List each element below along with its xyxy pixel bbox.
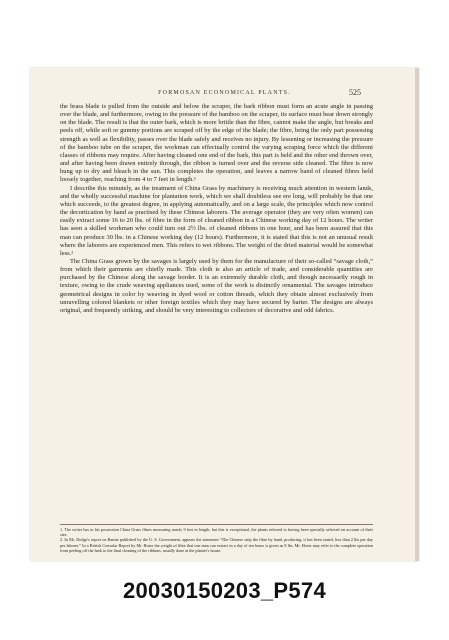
running-head: FORMOSAN ECONOMICAL PLANTS.	[158, 90, 291, 96]
footnotes	[60, 527, 373, 553]
paragraph-2: I describe this minutely, as the treatment of China Grass by machinery is receiving much attention in western lands, and the wholly successful machine for plantation work, which we shall doubtless see ere long, will probably be that one which succeeds, to the greatest degree, in applying automatically, and on a large scale, the principles which now control the decortication by hand as practised by these Chinese laborers. The average operator (they are very often women) can easily extract some 16 to 20 lbs. of fibre in the form of cleaned ribbon in a Chinese working day of 12 hours. The writer has seen a skilled workman who could turn out 2½ lbs. of cleaned ribbons in one hour, and has been assured that this man can produce 30 lbs. in a Chinese working day (12 hours). Furthermore, it is stated that this is not an unusual result where the laborers are experienced men. This refers to wet ribbons. The weight of the dried material would be somewhat less.²	[60, 184, 373, 257]
footnote-1: 1. The writer has in his possession China Grass fibres measuring nearly 9 feet in length, but this is exceptional, the plants referred to having been specially selected on account of their size.	[60, 527, 373, 538]
page-number: 525	[349, 88, 361, 97]
paragraph-3: The China Grass grown by the savages is largely used by them for the manufacture of their so-called “savage cloth,” from which their garments are chiefly made. This cloth is also an article of trade, and considerable quantities are purchased by the Chinese along the savage border. It is an extremely durable cloth, and though necessarily rough in texture, owing to the crude weaving appliances used, some of the work is distinctly ornamental. The savages introduce geometrical designs in color by weaving in dyed wool or cotton threads, which they obtain almost exclusively from unravelling colored blankets or other foreign textiles which they may have secured by barter. The designs are always original, and frequently striking, and should be very interesting to collectors of decorative and odd fabrics.	[60, 257, 373, 314]
body-text	[60, 103, 373, 315]
footnote-2: 2. In Mr. Dodge's report on Ramie published by the U. S. Government, appears the statement “The Chinese strip the fibre by hand, producing, it has been stated, less than 2 lbs per day per laborer.” In a British Consular Report by Mr. Hosie the weight of fibre that one man can extract in a day of ten hours is given as 8 lbs. Mr. Hosie may refer to the complete operation from peeling off the bark to the final cleaning of the ribbons, usually done at the planter's house.	[60, 537, 373, 553]
book-page	[30, 68, 419, 561]
page-edge-shadow	[415, 68, 419, 561]
catalog-id-label: 20030150203_P574	[122, 578, 326, 603]
footnote-divider	[60, 524, 373, 525]
paragraph-1: the brass blade is pulled from the outside and below the scraper, the bark ribbon must form an acute angle in passing over the blade, and furthermore, owing to the pressure of the bamboo on the scraper, its surface must bear down strongly on the blade. The result is that the outer bark, which is more brittle than the fibre, cannot make the angle, but breaks and peels off, while soft or gummy portions are scraped off by the edge of the blade; the fibre, being the only part possessing strength as well as flexibility, passes over the blade safely and receives no injury. By lessening or increasing the pressure of the bamboo tube on the scraper, the workman can effectually control the varying scraping force which the different classes of ribbons may require. After having cleaned one end of the bark, this part is held and the other end thrown over, and after having been drawn entirely through, the ribbon is turned over and the reverse side cleaned. The fibre is now hung up to dry and bleach in the sun. This completes the operation, and leaves a narrow band of cleaned fibres held loosely together, reaching from 4 to 7 feet in length.¹	[60, 103, 373, 184]
